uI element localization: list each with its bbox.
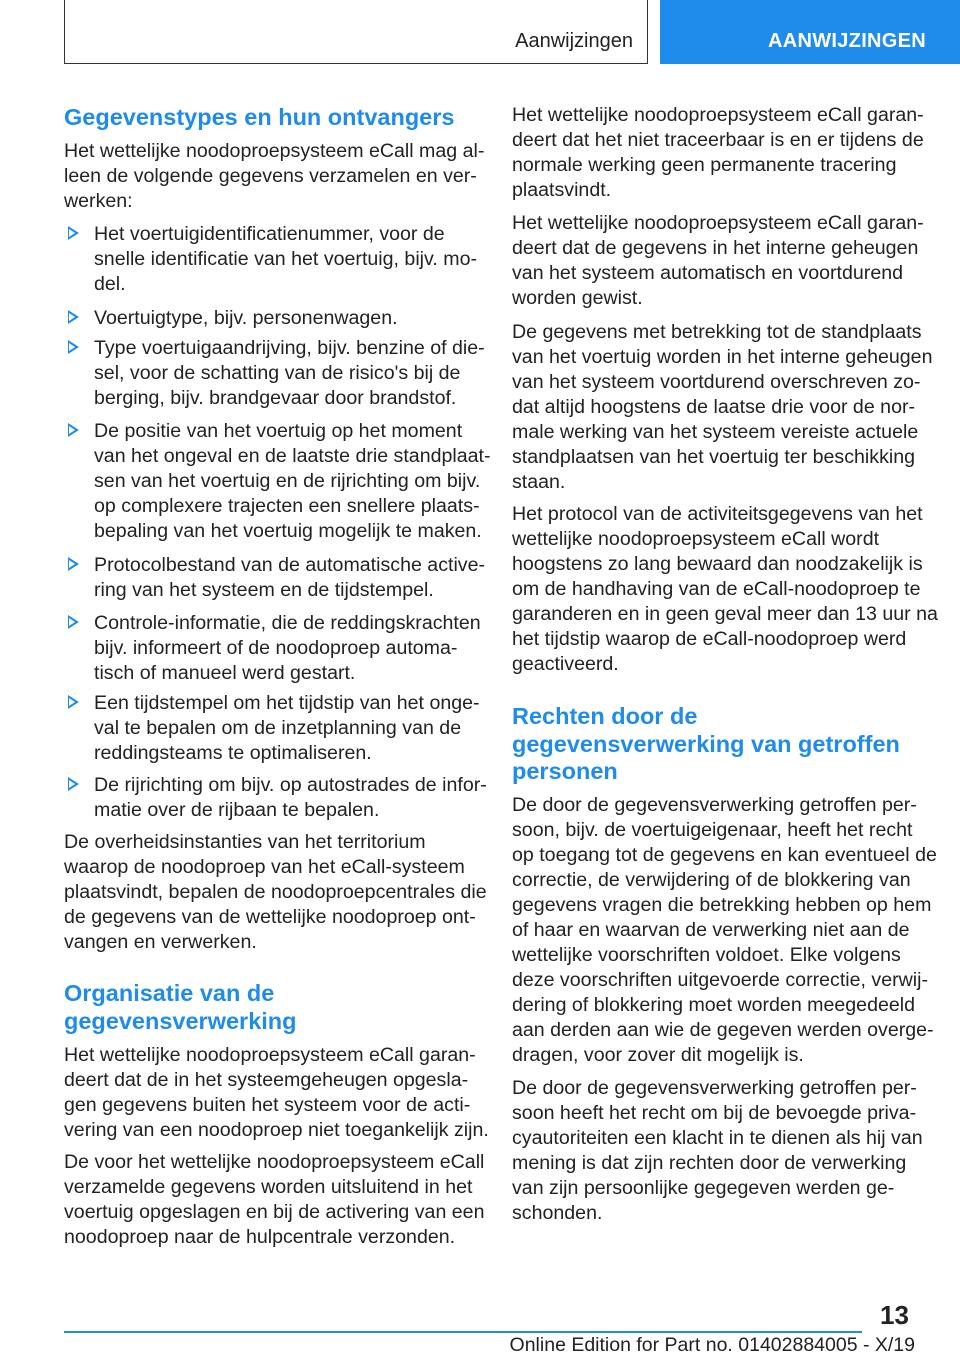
footer-edition: Online Edition for Part no. 01402884005 - X/19: [509, 1334, 915, 1356]
footer-rule: [64, 1331, 862, 1333]
triangle-bullet-icon: [68, 695, 79, 709]
paragraph-rights-2: De door de gegevensverwerking getroffen per‐ soon heeft het recht om bij de bevoegde priva‐ cyautoriteiten een klacht in te dienen als hij van mening is dat zijn rechten door de verwerking van zijn persoonlijke gegegeven werden ge‐ schonden.: [512, 1077, 923, 1224]
paragraph-protocol: Het protocol van de activiteitsgegevens van het wettelijke noodoproepsysteem eCall wordt hoogstens zo lang bewaard dan noodzakelijk is om de handhaving van de eCall-noodoproep te garanderen en in geen geval meer dan 13 uur na het tijdstip waarop de eCall-noodoproep werd geactiveerd.: [512, 503, 938, 675]
header-chapter-title: AANWIJZINGEN: [768, 30, 927, 52]
heading-data-types: Gegevenstypes en hun ontvangers: [64, 104, 455, 130]
triangle-bullet-icon: [68, 310, 79, 324]
paragraph-location-data: De gegevens met betrekking tot de standplaats van het voertuig worden in het interne geheugen van het systeem voortdurend overschreven zo‐ dat altijd hoogstens de laatse drie voor de nor‐ male werking van het systeem vereiste actuele standplaatsen van het voertuig ter beschikking staan.: [512, 321, 933, 493]
heading-organisation: Organisatie van de gegevensverwerking: [64, 980, 297, 1034]
header-section-title: Aanwijzingen: [515, 30, 633, 52]
header-chapter-tab: [660, 0, 960, 64]
paragraph-authorities: De overheidsinstanties van het territorium waarop de noodoproep van het eCall-systeem plaatsvindt, bepalen de noodoproepcentrales die de gegevens van de wettelijke noodoproep ont‐ vangen en verwerken.: [64, 831, 487, 953]
triangle-bullet-icon: [68, 557, 79, 571]
paragraph-memory-erase: Het wettelijke noodoproepsysteem eCall garan‐ deert dat de gegevens in het interne geheugen van het systeem automatisch en voortdurend worden gewist.: [512, 212, 924, 309]
triangle-bullet-icon: [68, 777, 79, 791]
triangle-bullet-icon: [68, 226, 79, 240]
triangle-bullet-icon: [68, 423, 79, 437]
paragraph-no-tracking: Het wettelijke noodoproepsysteem eCall garan‐ deert dat het niet traceerbaar is en er tijdens de normale werking geen permanente tracering plaatsvindt.: [512, 104, 924, 201]
paragraph-organisation-2: De voor het wettelijke noodoproepsysteem eCall verzamelde gegevens worden uitsluitend in het voertuig opgeslagen en bij de activering van een noodoproep naar de hulpcentrale verzonden.: [64, 1151, 485, 1248]
header-section-box: [64, 0, 648, 64]
paragraph-rights-1: De door de gegevensverwerking getroffen per‐ soon, bijv. de voertuigeigenaar, heeft het recht op toegang tot de gegevens en kan eventueel de correctie, de verwijdering of de blokkering van gegevens vragen die betrekking hebben op hem of haar en waarvan de verwerking niet aan de wettelijke voorschriften voldoet. Elke volgens deze voorschriften uitgevoerde correctie, verwij‐ dering of blokkering moet worden meegedeeld aan derden aan wie de gegeven werden overge‐ dragen, voor zover dit mogelijk is.: [512, 794, 937, 1066]
paragraph-intro: Het wettelijke noodoproepsysteem eCall mag al‐ leen de volgende gegevens verzamelen en ver‐ werken:: [64, 140, 485, 212]
paragraph-organisation-1: Het wettelijke noodoproepsysteem eCall garan‐ deert dat de in het systeemgeheugen opgesla‐ gen gegevens buiten het systeem voor de acti‐ vering van een noodoproep niet toegankelijk zijn.: [64, 1044, 489, 1141]
page-number: 13: [880, 1300, 909, 1330]
heading-rights: Rechten door de gegevensverwerking van getroffen personen: [512, 703, 900, 784]
triangle-bullet-icon: [68, 340, 79, 354]
triangle-bullet-icon: [68, 615, 79, 629]
